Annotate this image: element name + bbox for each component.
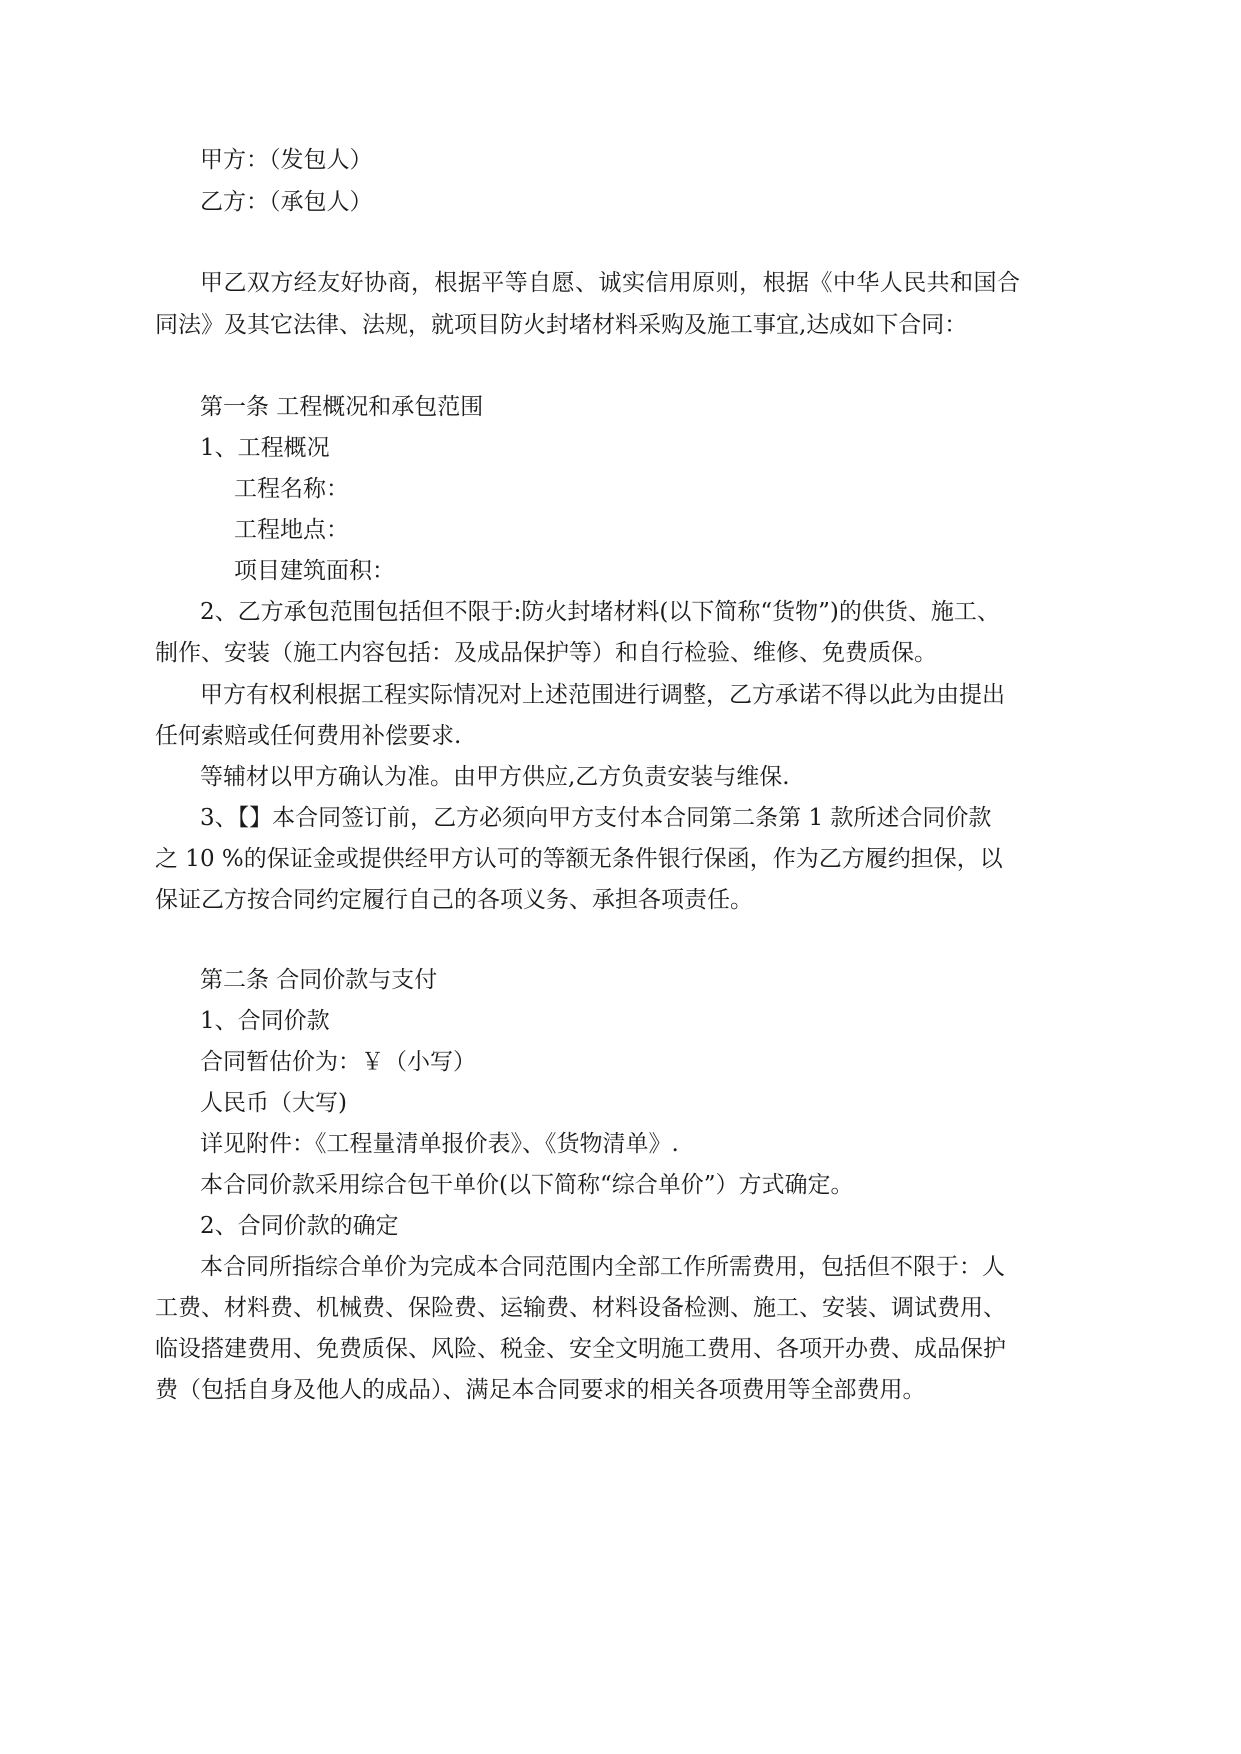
adjustment-line-1: 甲方有权利根据工程实际情况对上述范围进行调整，乙方承诺不得以此为由提出 bbox=[200, 682, 1005, 708]
article-1-item-3-line-1: 3、【】本合同签订前，乙方必须向甲方支付本合同第二条第 1 款所述合同价款 bbox=[200, 805, 992, 831]
article-2-item-2-title: 2、合同价款的确定 bbox=[200, 1213, 399, 1239]
article-1-item-2-line-1: 2、乙方承包范围包括但不限于:防火封堵材料(以下简称“货物”)的供货、施工、 bbox=[200, 599, 1000, 625]
project-location-label: 工程地点： bbox=[234, 517, 349, 543]
auxiliary-materials-line: 等辅材以甲方确认为准。由甲方供应,乙方负责安装与维保. bbox=[200, 764, 790, 790]
estimated-price-line: 合同暂估价为：￥（小写） bbox=[200, 1049, 476, 1075]
unit-price-definition-line-3: 临设搭建费用、免费质保、风险、税金、安全文明施工费用、各项开办费、成品保护 bbox=[155, 1336, 1006, 1362]
adjustment-line-2: 任何索赔或任何费用补偿要求. bbox=[155, 723, 462, 749]
article-1-item-1-title: 1、工程概况 bbox=[200, 435, 330, 461]
article-2-item-1-title: 1、合同价款 bbox=[200, 1008, 330, 1034]
project-name-label: 工程名称： bbox=[234, 476, 349, 502]
preamble-line-2: 同法》及其它法律、法规，就项目防火封堵材料采购及施工事宜,达成如下合同： bbox=[155, 312, 968, 338]
article-1-item-3-line-3: 保证乙方按合同约定履行自己的各项义务、承担各项责任。 bbox=[155, 887, 753, 913]
preamble-line-1: 甲乙双方经友好协商，根据平等自愿、诚实信用原则，根据《中华人民共和国合 bbox=[200, 270, 1020, 296]
pricing-method-line: 本合同价款采用综合包干单价(以下简称“综合单价”）方式确定。 bbox=[200, 1172, 854, 1198]
article-1-item-2-line-2: 制作、安装（施工内容包括：及成品保护等）和自行检验、维修、免费质保。 bbox=[155, 640, 937, 666]
unit-price-definition-line-2: 工费、材料费、机械费、保险费、运输费、材料设备检测、施工、安装、调试费用、 bbox=[155, 1295, 1006, 1321]
rmb-uppercase-line: 人民币（大写) bbox=[200, 1090, 347, 1116]
unit-price-definition-line-1: 本合同所指综合单价为完成本合同范围内全部工作所需费用，包括但不限于：人 bbox=[200, 1254, 1005, 1280]
article-1-heading: 第一条 工程概况和承包范围 bbox=[200, 394, 484, 420]
party-b-line: 乙方：（承包人） bbox=[200, 189, 373, 215]
attachments-line: 详见附件：《工程量清单报价表》、《货物清单》. bbox=[200, 1131, 679, 1157]
party-a-line: 甲方：（发包人） bbox=[200, 147, 373, 173]
article-1-item-3-line-2: 之 10 %的保证金或提供经甲方认可的等额无条件银行保函，作为乙方履约担保，以 bbox=[155, 846, 1003, 872]
unit-price-definition-line-4: 费（包括自身及他人的成品）、满足本合同要求的相关各项费用等全部费用。 bbox=[155, 1377, 926, 1403]
building-area-label: 项目建筑面积： bbox=[234, 558, 395, 584]
article-2-heading: 第二条 合同价款与支付 bbox=[200, 967, 438, 993]
